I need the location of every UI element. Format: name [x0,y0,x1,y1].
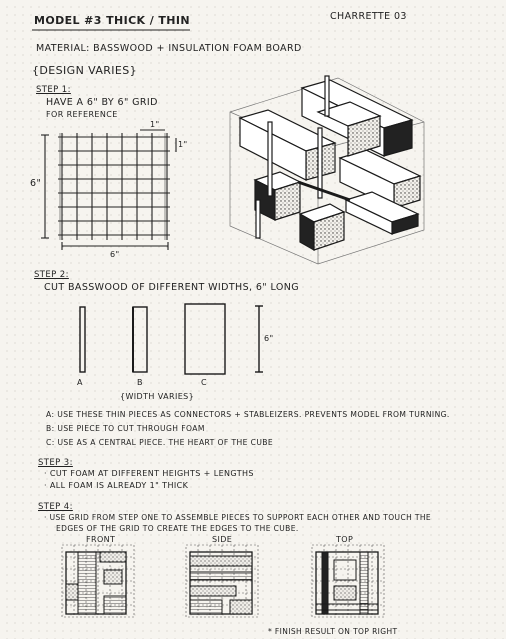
width-varies-note: {WIDTH VARIES} [120,392,195,401]
step1-heading: STEP 1: [36,85,71,95]
label-c: C [201,378,207,387]
finish-footnote: * FINISH RESULT ON TOP RIGHT [268,627,398,636]
step3-heading: STEP 3: [38,458,73,468]
step4-heading: STEP 4: [38,502,73,512]
step3-line2: · ALL FOAM IS ALREADY 1" THICK [44,481,189,490]
charrette-code: CHARRETTE 03 [330,11,407,22]
step1-line2: FOR REFERENCE [46,110,118,119]
note-b: B: USE PIECE TO CUT THROUGH FOAM [46,424,205,433]
grid-dim-bottom: 6" [110,250,120,259]
grid-dim-left: 6" [30,178,42,189]
step3-line1: · CUT FOAM AT DIFFERENT HEIGHTS + LENGTHS [44,469,254,478]
design-varies-note: {DESIGN VARIES} [32,64,138,77]
label-b: B [137,378,143,387]
step1-line1: HAVE A 6" BY 6" GRID [46,97,158,108]
page-title: MODEL #3 THICK / THIN [34,14,190,27]
step4-line2: EDGES OF THE GRID TO CREATE THE EDGES TO THE CUBE. [56,524,299,533]
side-view-label: SIDE [212,535,233,544]
step2-text: CUT BASSWOOD OF DIFFERENT WIDTHS, 6" LONG [44,282,299,293]
step2-heading: STEP 2: [34,270,69,280]
front-view-label: FRONT [86,535,116,544]
note-a: A: USE THESE THIN PIECES AS CONNECTORS + STABLEIZERS. PREVENTS MODEL FROM TURNING. [46,410,450,419]
note-c: C: USE AS A CENTRAL PIECE. THE HEART OF THE CUBE [46,438,274,447]
side-view [190,552,252,614]
grid-dim-top: 1" [150,120,160,129]
grid-dim-side: 1" [178,140,188,149]
top-view-label: TOP [336,535,354,544]
step4-line1: · USE GRID FROM STEP ONE TO ASSEMBLE PIECES TO SUPPORT EACH OTHER AND TOUCH THE [44,513,432,522]
piece-length-dim: 6" [264,334,274,343]
label-a: A [77,378,83,387]
material-line: MATERIAL: BASSWOOD + INSULATION FOAM BOARD [36,43,302,54]
